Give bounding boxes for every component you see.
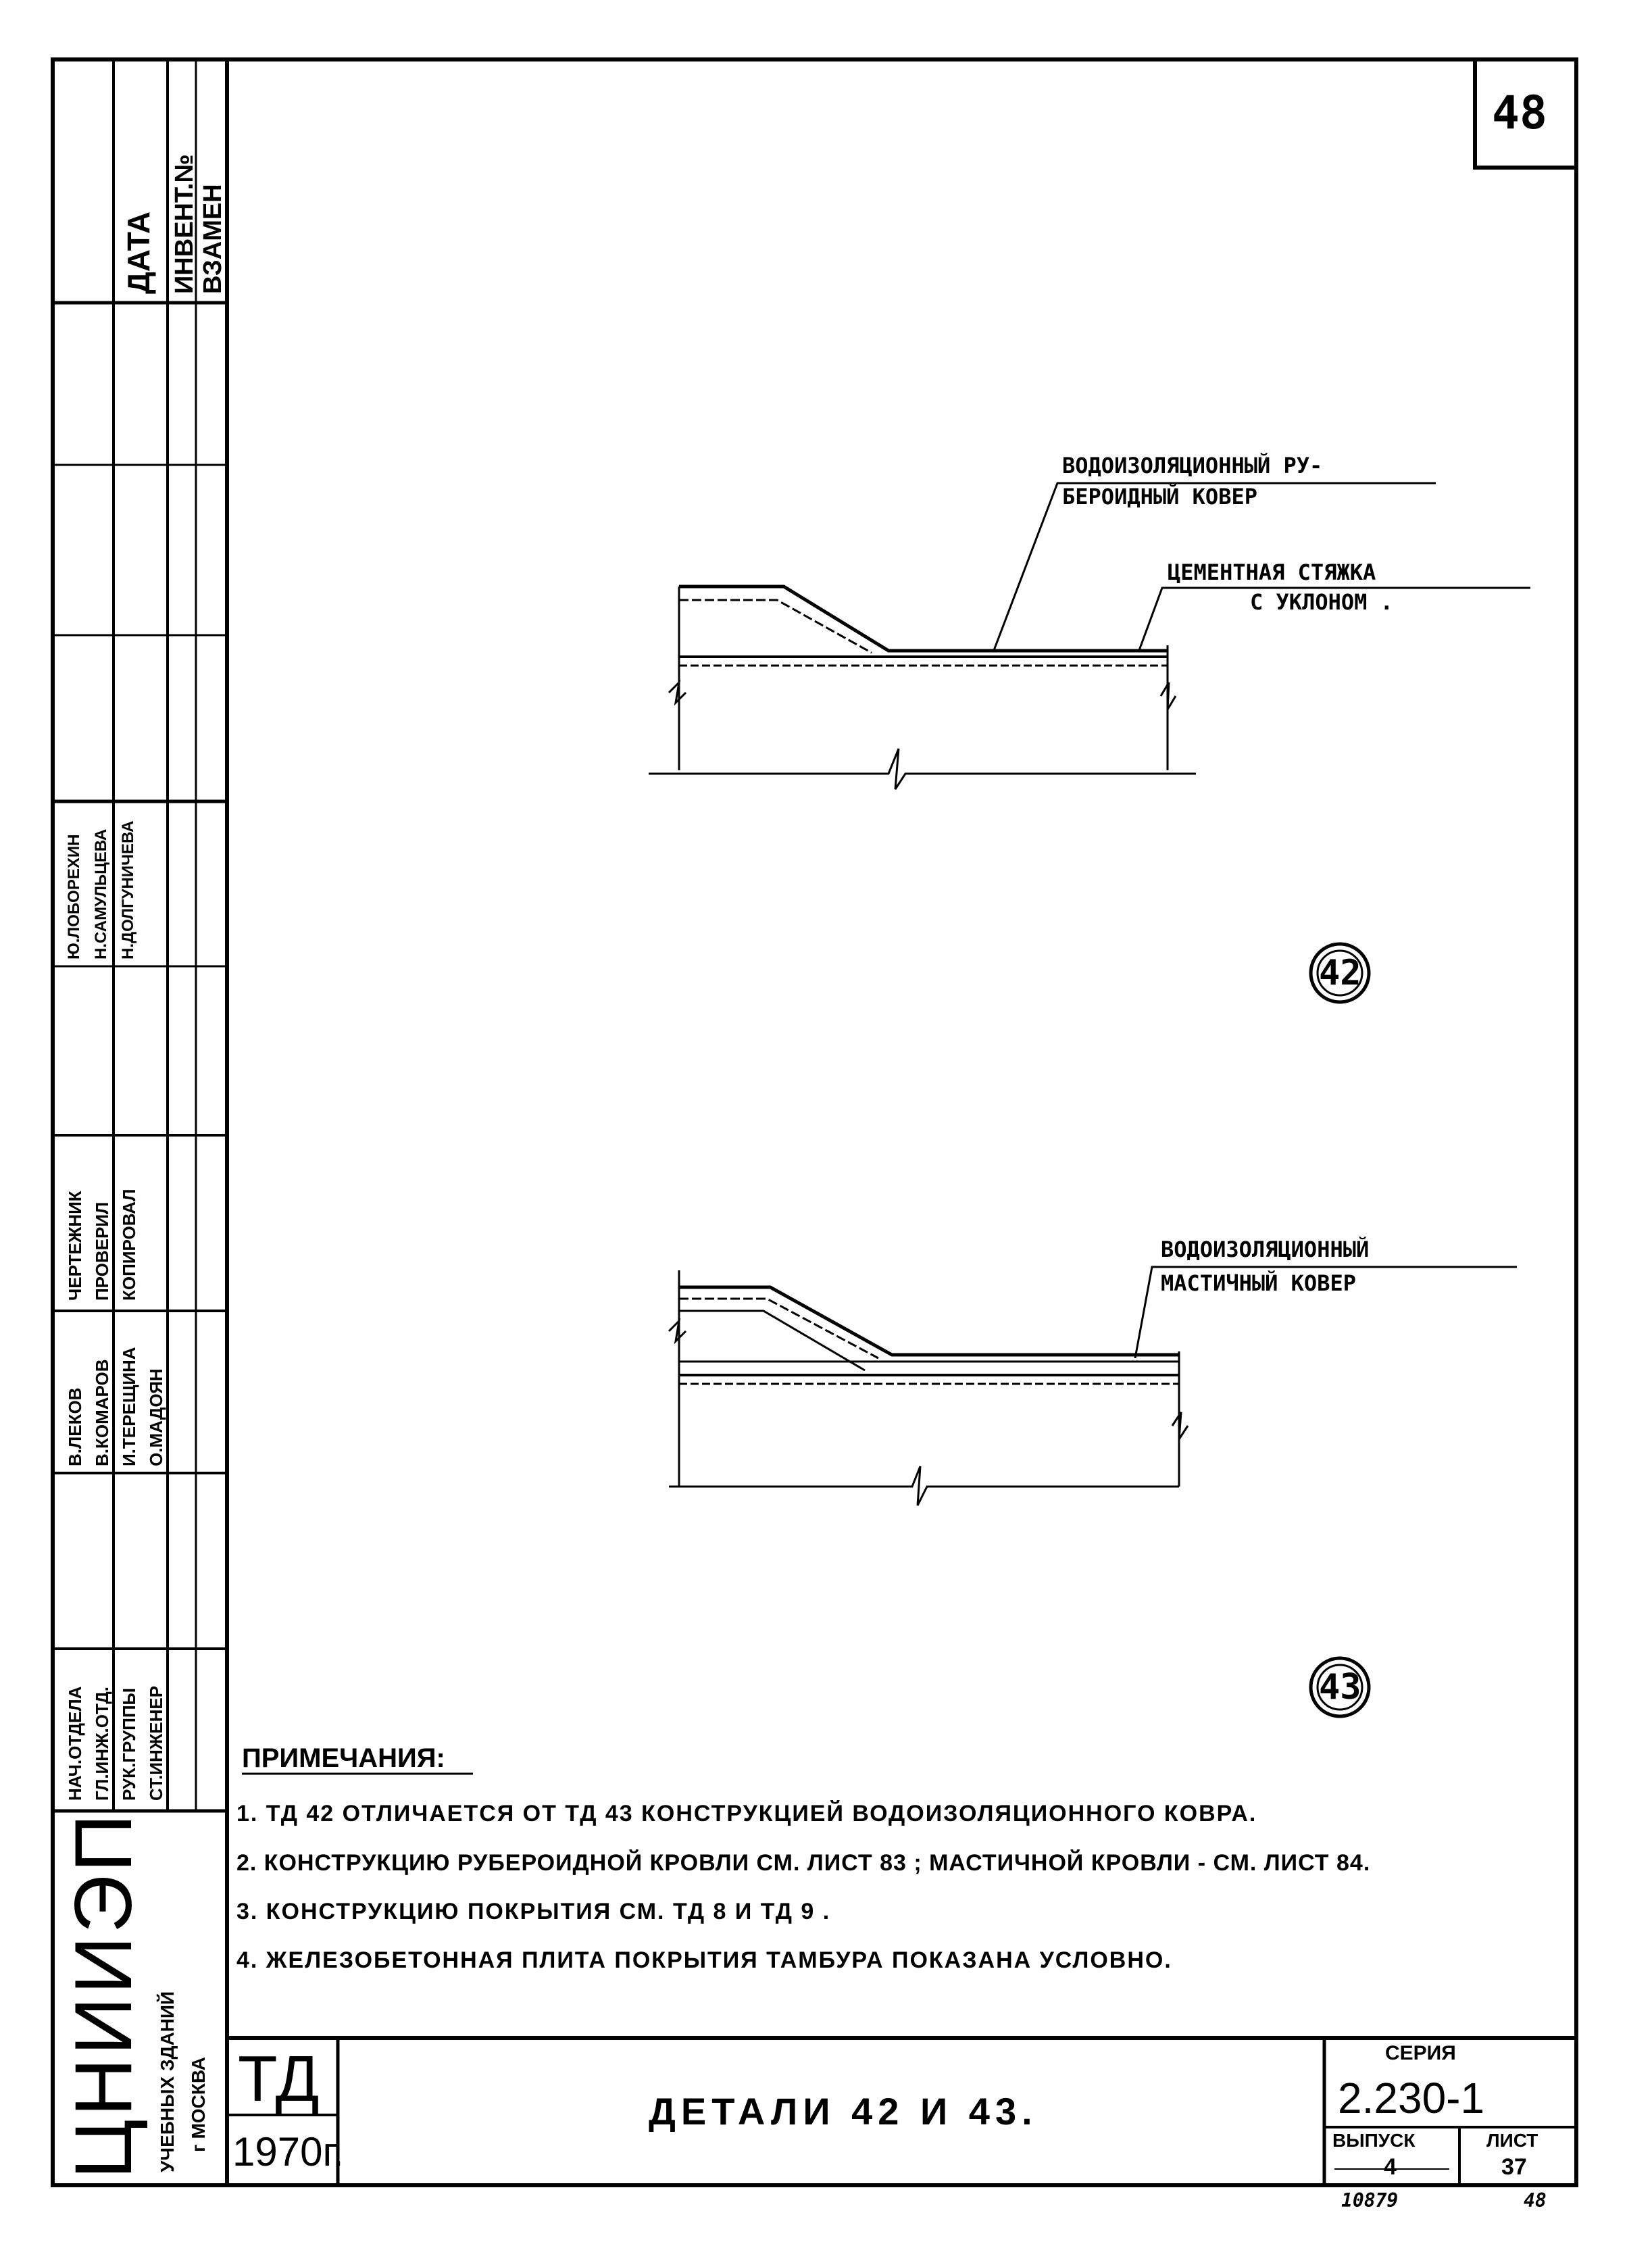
issue-label: ВЫПУСК bbox=[1332, 2130, 1416, 2151]
series-value: 2.230-1 bbox=[1338, 2074, 1485, 2122]
note-2: 2. КОНСТРУКЦИЮ РУБЕРОИДНОЙ КРОВЛИ СМ. ЛИСТ 83 ; МАСТИЧНОЙ КРОВЛИ - СМ. ЛИСТ 84. bbox=[236, 1850, 1371, 1876]
detail-43-callout-1-line-1: ВОДОИЗОЛЯЦИОННЫЙ bbox=[1161, 1237, 1370, 1262]
detail-42-drawing bbox=[649, 483, 1530, 1002]
sheet-label: ЛИСТ bbox=[1486, 2130, 1538, 2151]
detail-43-callout-1-line-2: МАСТИЧНЫЙ КОВЕР bbox=[1161, 1270, 1356, 1296]
stamp-role-4: СТ.ИНЖЕНЕР bbox=[146, 1685, 166, 1801]
note-4: 4. ЖЕЛЕЗОБЕТОННАЯ ПЛИТА ПОКРЫТИЯ ТАМБУРА ПОКАЗАНА УСЛОВНО. bbox=[236, 1947, 1172, 1973]
role2-3: КОПИРОВАЛ bbox=[119, 1189, 139, 1301]
org-logo: ЦНИИЭП bbox=[58, 1811, 149, 2179]
detail-42-callout-2-line-2: С УКЛОНОМ . bbox=[1250, 589, 1393, 615]
detail-42-callout-1-line-1: ВОДОИЗОЛЯЦИОННЫЙ РУ- bbox=[1062, 453, 1323, 478]
stamp-name-3: И.ТЕРЕЩИНА bbox=[119, 1347, 139, 1466]
footer-page: 48 bbox=[1524, 2189, 1547, 2212]
detail-42-callout-1-line-2: БЕРОИДНЫЙ КОВЕР bbox=[1062, 484, 1257, 509]
replace-label: ВЗАМЕН bbox=[199, 184, 227, 294]
stamp-name-2: В.КОМАРОВ bbox=[92, 1359, 112, 1466]
role2-1: ЧЕРТЕЖНИК bbox=[65, 1191, 85, 1301]
sheet-value: 37 bbox=[1501, 2154, 1527, 2180]
stamp-role-3: РУК.ГРУППЫ bbox=[119, 1687, 139, 1801]
role2-2: ПРОВЕРИЛ bbox=[92, 1201, 112, 1301]
detail-43-number: 43 bbox=[1319, 1667, 1361, 1708]
detail-42-number: 42 bbox=[1319, 953, 1361, 993]
stamp-role-1: НАЧ.ОТДЕЛА bbox=[65, 1686, 85, 1801]
name2-2: Н.САМУЛЬЦЕВА bbox=[92, 828, 110, 960]
stamp-name-4: О.МАДОЯН bbox=[146, 1368, 166, 1466]
name2-3: Н.ДОЛГУНИЧЕВА bbox=[119, 820, 137, 960]
stamp-name-1: В.ЛЕКОВ bbox=[65, 1387, 85, 1466]
org-line-1: УЧЕБНЫХ ЗДАНИЙ bbox=[157, 1991, 178, 2172]
note-3: 3. КОНСТРУКЦИЮ ПОКРЫТИЯ СМ. ТД 8 И ТД 9 . bbox=[236, 1899, 831, 1924]
notes-title: ПРИМЕЧАНИЯ: bbox=[242, 1743, 445, 1773]
name2-1: Ю.ЛОБОРЕХИН bbox=[65, 834, 83, 960]
org-line-2: г МОСКВА bbox=[188, 2057, 209, 2152]
doc-year: 1970г. bbox=[232, 2129, 344, 2174]
doc-code: ТД bbox=[238, 2043, 320, 2115]
detail-43-drawing bbox=[669, 1267, 1517, 1716]
stamp-role-2: ГЛ.ИНЖ.ОТД. bbox=[92, 1687, 112, 1801]
issue-value: 4 bbox=[1384, 2154, 1397, 2180]
data-label: ДАТА bbox=[121, 211, 156, 294]
detail-42-callout-2-line-1: ЦЕМЕНТНАЯ СТЯЖКА bbox=[1168, 559, 1376, 585]
footer-inventory: 10879 bbox=[1341, 2189, 1399, 2212]
inventory-label: ИНВЕНТ.№ bbox=[170, 154, 199, 294]
doc-title: ДЕТАЛИ 42 И 43. bbox=[649, 2090, 1038, 2133]
note-1: 1. ТД 42 ОТЛИЧАЕТСЯ ОТ ТД 43 КОНСТРУКЦИЕЙ ВОДОИЗОЛЯЦИОННОГО КОВРА. bbox=[236, 1801, 1257, 1826]
sheet-number: 48 bbox=[1492, 86, 1547, 140]
series-label: СЕРИЯ bbox=[1385, 2042, 1456, 2064]
